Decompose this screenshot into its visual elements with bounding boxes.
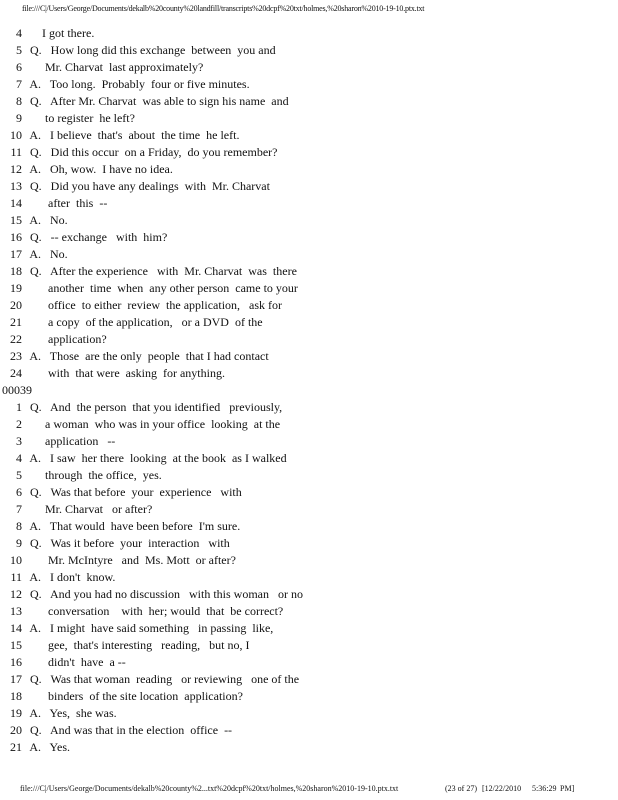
footer-date: [12/22/2010	[482, 784, 522, 793]
transcript-line	[2, 59, 602, 76]
line-number: 12	[10, 162, 22, 176]
transcript-line	[2, 467, 602, 484]
line-text: Q. After the experience with Mr. Charvat was there	[27, 264, 297, 278]
line-text: gee, that's interesting reading, but no, I	[27, 638, 250, 652]
transcript-line	[2, 484, 602, 501]
line-text: Mr. Charvat last approximately?	[27, 60, 204, 74]
line-number: 10	[10, 128, 22, 142]
transcript-lines	[2, 25, 602, 756]
transcript-line	[2, 654, 602, 671]
line-text: to register he left?	[27, 111, 135, 125]
line-text: another time when any other person came to your	[27, 281, 298, 295]
transcript-line	[2, 637, 602, 654]
transcript-line	[2, 348, 602, 365]
line-text: through the office, yes.	[27, 468, 162, 482]
line-number: 15	[10, 638, 22, 652]
line-number: 12	[10, 587, 22, 601]
transcript-line	[2, 178, 602, 195]
transcript-line	[2, 331, 602, 348]
transcript-line	[2, 586, 602, 603]
transcript-line	[2, 110, 602, 127]
transcript-line	[2, 195, 602, 212]
line-text: Q. Was that before your experience with	[27, 485, 242, 499]
line-number: 24	[10, 366, 22, 380]
page-marker	[2, 382, 602, 399]
footer-page-count: (23 of 27)	[445, 784, 477, 793]
transcript-line	[2, 603, 602, 620]
line-number: 19	[10, 706, 22, 720]
line-text: Q. And was that in the election office --	[27, 723, 233, 737]
line-number: 18	[10, 264, 22, 278]
transcript-line	[2, 297, 602, 314]
transcript-line	[2, 705, 602, 722]
transcript-line	[2, 535, 602, 552]
line-text: Q. And the person that you identified previously,	[27, 400, 283, 414]
transcript-line	[2, 263, 602, 280]
transcript-line	[2, 450, 602, 467]
line-number: 5	[16, 468, 22, 482]
transcript-line	[2, 365, 602, 382]
transcript-line	[2, 212, 602, 229]
line-text: Q. And you had no discussion with this woman or no	[27, 587, 303, 601]
transcript-line	[2, 93, 602, 110]
line-number: 1	[16, 400, 22, 414]
line-number: 18	[10, 689, 22, 703]
transcript-line	[2, 314, 602, 331]
transcript-line	[2, 739, 602, 756]
transcript-line	[2, 280, 602, 297]
line-number: 4	[16, 451, 22, 465]
line-text: a woman who was in your office looking at the	[27, 417, 281, 431]
line-text: A. Yes, she was.	[27, 706, 117, 720]
line-text: Q. After Mr. Charvat was able to sign his name and	[27, 94, 289, 108]
line-text: didn't have a --	[27, 655, 126, 669]
transcript-line	[2, 620, 602, 637]
line-number: 3	[16, 434, 22, 448]
line-number: 7	[16, 77, 22, 91]
transcript-line	[2, 671, 602, 688]
line-number: 5	[16, 43, 22, 57]
line-text: A. Those are the only people that I had contact	[27, 349, 269, 363]
line-number: 8	[16, 519, 22, 533]
line-number: 16	[10, 655, 22, 669]
line-text: application?	[27, 332, 107, 346]
line-number: 6	[16, 485, 22, 499]
line-text: binders of the site location application?	[27, 689, 243, 703]
line-text: Q. Did you have any dealings with Mr. Charvat	[27, 179, 270, 193]
line-number: 13	[10, 604, 22, 618]
line-text: Mr. McIntyre and Ms. Mott or after?	[27, 553, 236, 567]
line-number: 11	[10, 570, 22, 584]
line-number: 10	[10, 553, 22, 567]
line-text: Q. Did this occur on a Friday, do you remember?	[27, 145, 278, 159]
line-number: 17	[10, 672, 22, 686]
line-text: A. Yes.	[27, 740, 71, 754]
line-number: 20	[10, 723, 22, 737]
line-text: application --	[27, 434, 116, 448]
line-number: 19	[10, 281, 22, 295]
transcript-line	[2, 229, 602, 246]
line-text: Q. Was it before your interaction with	[27, 536, 230, 550]
line-number: 16	[10, 230, 22, 244]
line-text: A. Oh, wow. I have no idea.	[27, 162, 173, 176]
transcript-line	[2, 416, 602, 433]
line-number: 15	[10, 213, 22, 227]
transcript-line	[2, 127, 602, 144]
line-number: 20	[10, 298, 22, 312]
line-number: 23	[10, 349, 22, 363]
line-number: 6	[16, 60, 22, 74]
line-text: A. Too long. Probably four or five minutes.	[27, 77, 250, 91]
transcript-line	[2, 433, 602, 450]
transcript-line	[2, 42, 602, 59]
transcript-line	[2, 688, 602, 705]
line-number: 14	[10, 621, 22, 635]
transcript-line	[2, 569, 602, 586]
line-text: after this --	[27, 196, 108, 210]
line-text: A. That would have been before I'm sure.	[27, 519, 241, 533]
line-text: conversation with her; would that be correct?	[27, 604, 284, 618]
line-text: A. I saw her there looking at the book as I walked	[27, 451, 287, 465]
line-number: 21	[10, 740, 22, 754]
transcript-line	[2, 25, 602, 42]
file-path-header: file:///C|/Users/George/Documents/dekalb%20county%20landfill/transcripts%20dcpf%20txt/holmes,%20sharon%2010-19-10.ptx.txt	[22, 4, 425, 13]
transcript-line	[2, 144, 602, 161]
line-number: 9	[16, 111, 22, 125]
line-number: 2	[16, 417, 22, 431]
transcript-line	[2, 161, 602, 178]
line-number: 9	[16, 536, 22, 550]
line-text: Q. -- exchange with him?	[27, 230, 168, 244]
footer-time: 5:36:29	[532, 784, 557, 793]
line-text: I got there.	[27, 26, 95, 40]
line-text: A. No.	[27, 213, 68, 227]
transcript-line	[2, 501, 602, 518]
transcript-line	[2, 722, 602, 739]
line-text: A. I might have said something in passing like,	[27, 621, 274, 635]
transcript-line	[2, 518, 602, 535]
footer-file-path: file:///C|/Users/George/Documents/dekalb%20county%2...txt%20dcpf%20txt/holmes,%20sharon%2010-19-10.ptx.txt	[20, 784, 399, 793]
line-text: A. No.	[27, 247, 68, 261]
transcript-line	[2, 399, 602, 416]
line-text: A. I don't know.	[27, 570, 116, 584]
line-number: 22	[10, 332, 22, 346]
line-number: 14	[10, 196, 22, 210]
page-marker-number: 00039	[2, 383, 32, 397]
line-number: 17	[10, 247, 22, 261]
line-number: 13	[10, 179, 22, 193]
transcript-line	[2, 76, 602, 93]
line-number: 21	[10, 315, 22, 329]
transcript-line	[2, 246, 602, 263]
line-text: Q. Was that woman reading or reviewing one of the	[27, 672, 300, 686]
line-text: with that were asking for anything.	[27, 366, 225, 380]
line-number: 8	[16, 94, 22, 108]
line-number: 7	[16, 502, 22, 516]
line-text: Mr. Charvat or after?	[27, 502, 153, 516]
footer-ampm: PM]	[560, 784, 575, 793]
line-text: A. I believe that's about the time he left.	[27, 128, 240, 142]
line-number: 11	[10, 145, 22, 159]
transcript-line	[2, 552, 602, 569]
line-text: Q. How long did this exchange between you and	[27, 43, 276, 57]
line-text: a copy of the application, or a DVD of the	[27, 315, 263, 329]
line-text: office to either review the application, ask for	[27, 298, 283, 312]
line-number: 4	[16, 26, 22, 40]
